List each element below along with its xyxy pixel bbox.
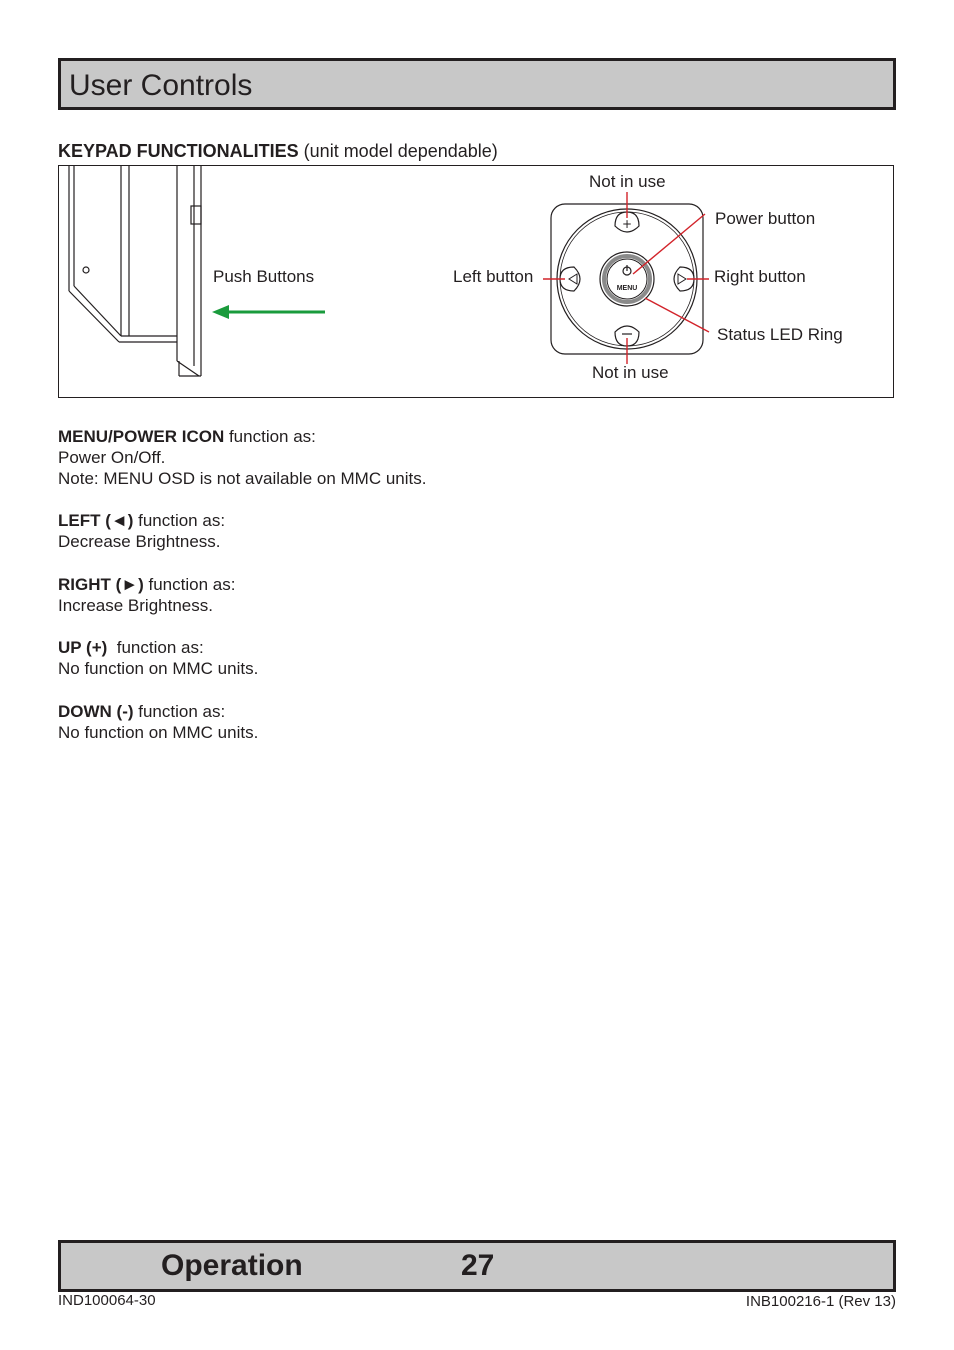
function-line: Note: MENU OSD is not available on MMC units. xyxy=(58,469,427,488)
function-line: Decrease Brightness. xyxy=(58,532,221,551)
keypad-face xyxy=(551,204,703,354)
function-title: LEFT (◄) xyxy=(58,511,134,530)
function-title: RIGHT (►) xyxy=(58,575,144,594)
function-title: UP (+) xyxy=(58,638,108,657)
right-button-label: Right button xyxy=(714,267,806,286)
function-menu-power xyxy=(58,426,426,489)
function-suffix: function as: xyxy=(224,427,316,446)
page-title: User Controls xyxy=(69,69,253,102)
doc-id-left: IND100064-30 xyxy=(58,1292,156,1309)
unit-side-profile xyxy=(69,166,201,376)
function-suffix: function as: xyxy=(133,702,226,721)
footer-bar xyxy=(58,1240,896,1292)
function-down xyxy=(58,701,258,743)
function-title: MENU/POWER ICON xyxy=(58,427,225,446)
doc-id-right: INB100216-1 (Rev 13) xyxy=(745,1293,896,1310)
footer-section-title: Operation xyxy=(161,1249,303,1282)
power-button-label: Power button xyxy=(715,209,816,228)
not-in-use-bottom-label: Not in use xyxy=(592,363,669,382)
section-heading-note: (unit model dependable) xyxy=(298,141,498,161)
not-in-use-top-label: Not in use xyxy=(589,172,666,191)
section-heading-bold: KEYPAD FUNCTIONALITIES xyxy=(58,141,299,161)
function-left xyxy=(58,510,225,552)
function-line: No function on MMC units. xyxy=(58,659,259,678)
menu-label: MENU xyxy=(616,285,638,292)
function-suffix: function as: xyxy=(133,511,226,530)
status-led-ring-label: Status LED Ring xyxy=(717,325,843,344)
left-button-label: Left button xyxy=(453,267,534,286)
function-right xyxy=(58,574,235,616)
push-buttons-label: Push Buttons xyxy=(213,267,315,286)
function-line: Power On/Off. xyxy=(58,448,166,467)
function-suffix: function as: xyxy=(107,638,204,657)
header-bar xyxy=(58,58,896,110)
keypad-diagram xyxy=(58,165,894,398)
section-heading xyxy=(58,141,498,162)
push-buttons-arrow xyxy=(212,305,325,319)
function-line: No function on MMC units. xyxy=(58,723,259,742)
function-up xyxy=(58,637,258,679)
function-title: DOWN (-) xyxy=(58,702,134,721)
page-number: 27 xyxy=(461,1249,495,1282)
svg-text:+: + xyxy=(621,217,633,231)
function-line: Increase Brightness. xyxy=(58,596,213,615)
function-suffix: function as: xyxy=(143,575,236,594)
